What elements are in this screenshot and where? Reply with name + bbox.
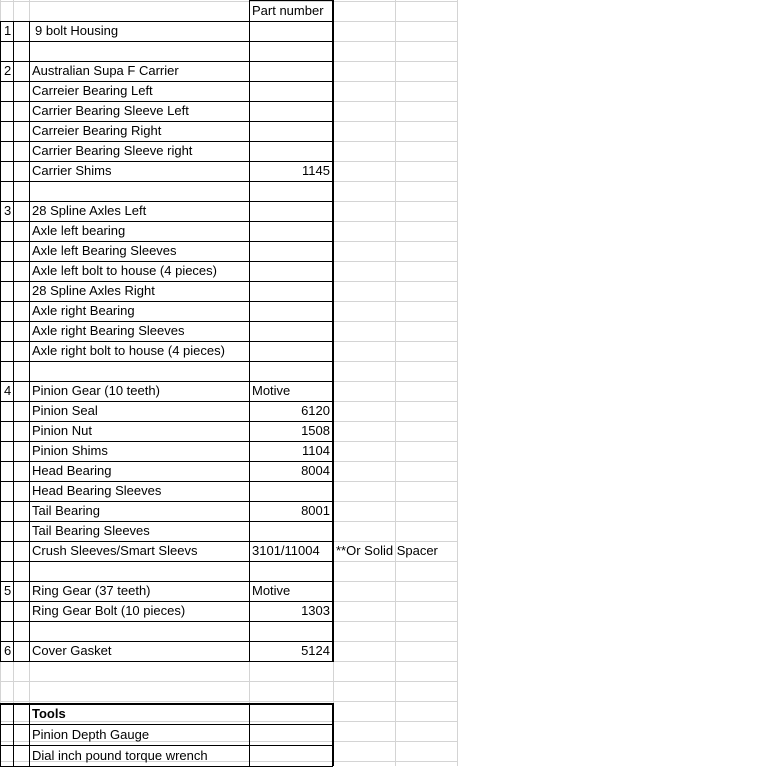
tool-item: Pinion Depth Gauge — [32, 727, 150, 742]
tools-col-border — [13, 703, 14, 766]
item-description: Carreier Bearing Left — [32, 83, 153, 98]
gridline-horizontal — [0, 681, 458, 682]
tools-col-border — [0, 703, 1, 766]
gridline-horizontal — [0, 1, 458, 2]
part-number-value: 5124 — [301, 643, 330, 658]
table-col-border — [249, 1, 250, 661]
part-number-value: Motive — [252, 383, 291, 398]
row-index: 2 — [4, 63, 12, 78]
table-row-border — [0, 181, 333, 182]
part-number-value: 1508 — [301, 423, 330, 438]
table-left-border — [0, 21, 1, 661]
item-description: Cover Gasket — [32, 643, 112, 658]
gridline-vertical — [457, 0, 458, 766]
table-col-border — [13, 21, 14, 661]
item-description: Head Bearing Sleeves — [32, 483, 162, 498]
item-description: Head Bearing — [32, 463, 112, 478]
gridline-horizontal — [0, 701, 458, 702]
item-description: 28 Spline Axles Right — [32, 283, 155, 298]
item-description: Axle left bearing — [32, 223, 126, 238]
part-number-value: 8001 — [301, 503, 330, 518]
item-description: Carrier Bearing Sleeve Left — [32, 103, 189, 118]
item-description: Pinion Seal — [32, 403, 98, 418]
item-description: Carrier Shims — [32, 163, 112, 178]
part-number-value: 1303 — [301, 603, 330, 618]
part-number-value: 1145 — [302, 163, 330, 178]
item-description: Tail Bearing — [32, 503, 100, 518]
table-row-border — [0, 621, 333, 622]
table-row-border — [0, 361, 333, 362]
item-description: Tail Bearing Sleeves — [32, 523, 150, 538]
table-col-border — [29, 21, 30, 661]
row-index: 3 — [4, 203, 12, 218]
part-number-value: 1104 — [302, 443, 330, 458]
tools-col-border — [249, 703, 250, 766]
item-description: 28 Spline Axles Left — [32, 203, 147, 218]
part-number-value: 3101/11004 — [252, 543, 320, 558]
item-description: Pinion Shims — [32, 443, 108, 458]
table-right-border — [332, 0, 334, 662]
row-index: 6 — [4, 643, 12, 658]
table-row-border — [0, 41, 333, 42]
row-index: 1 — [4, 23, 12, 38]
tool-item: Dial inch pound torque wrench — [32, 748, 208, 763]
part-number-value: 8004 — [301, 463, 330, 478]
item-description: Carrier Bearing Sleeve right — [32, 143, 193, 158]
item-description: Australian Supa F Carrier — [32, 63, 179, 78]
item-description: Crush Sleeves/Smart Sleevs — [32, 543, 198, 558]
item-description: Axle right Bearing — [32, 303, 135, 318]
item-description: Axle left Bearing Sleeves — [32, 243, 177, 258]
part-number-value: 6120 — [301, 403, 330, 418]
item-description: Ring Gear Bolt (10 pieces) — [32, 603, 186, 618]
row-index: 5 — [4, 583, 12, 598]
item-description: Ring Gear (37 teeth) — [32, 583, 151, 598]
part-number-header: Part number — [252, 3, 324, 18]
item-description: Axle left bolt to house (4 pieces) — [32, 263, 217, 278]
tools-col-border — [29, 703, 30, 766]
item-description: Pinion Nut — [32, 423, 92, 438]
part-note: **Or Solid Spacer — [336, 543, 438, 558]
item-description: 9 bolt Housing — [35, 23, 119, 38]
item-description: Axle right bolt to house (4 pieces) — [32, 343, 225, 358]
table-row-border — [0, 561, 333, 562]
tools-heading: Tools — [32, 706, 66, 721]
tools-right-border — [332, 703, 334, 766]
item-description: Pinion Gear (10 teeth) — [32, 383, 160, 398]
item-description: Axle right Bearing Sleeves — [32, 323, 185, 338]
table-row-border — [0, 661, 333, 662]
gridline-vertical — [395, 0, 396, 766]
part-number-value: Motive — [252, 583, 291, 598]
row-index: 4 — [4, 383, 12, 398]
item-description: Carreier Bearing Right — [32, 123, 162, 138]
